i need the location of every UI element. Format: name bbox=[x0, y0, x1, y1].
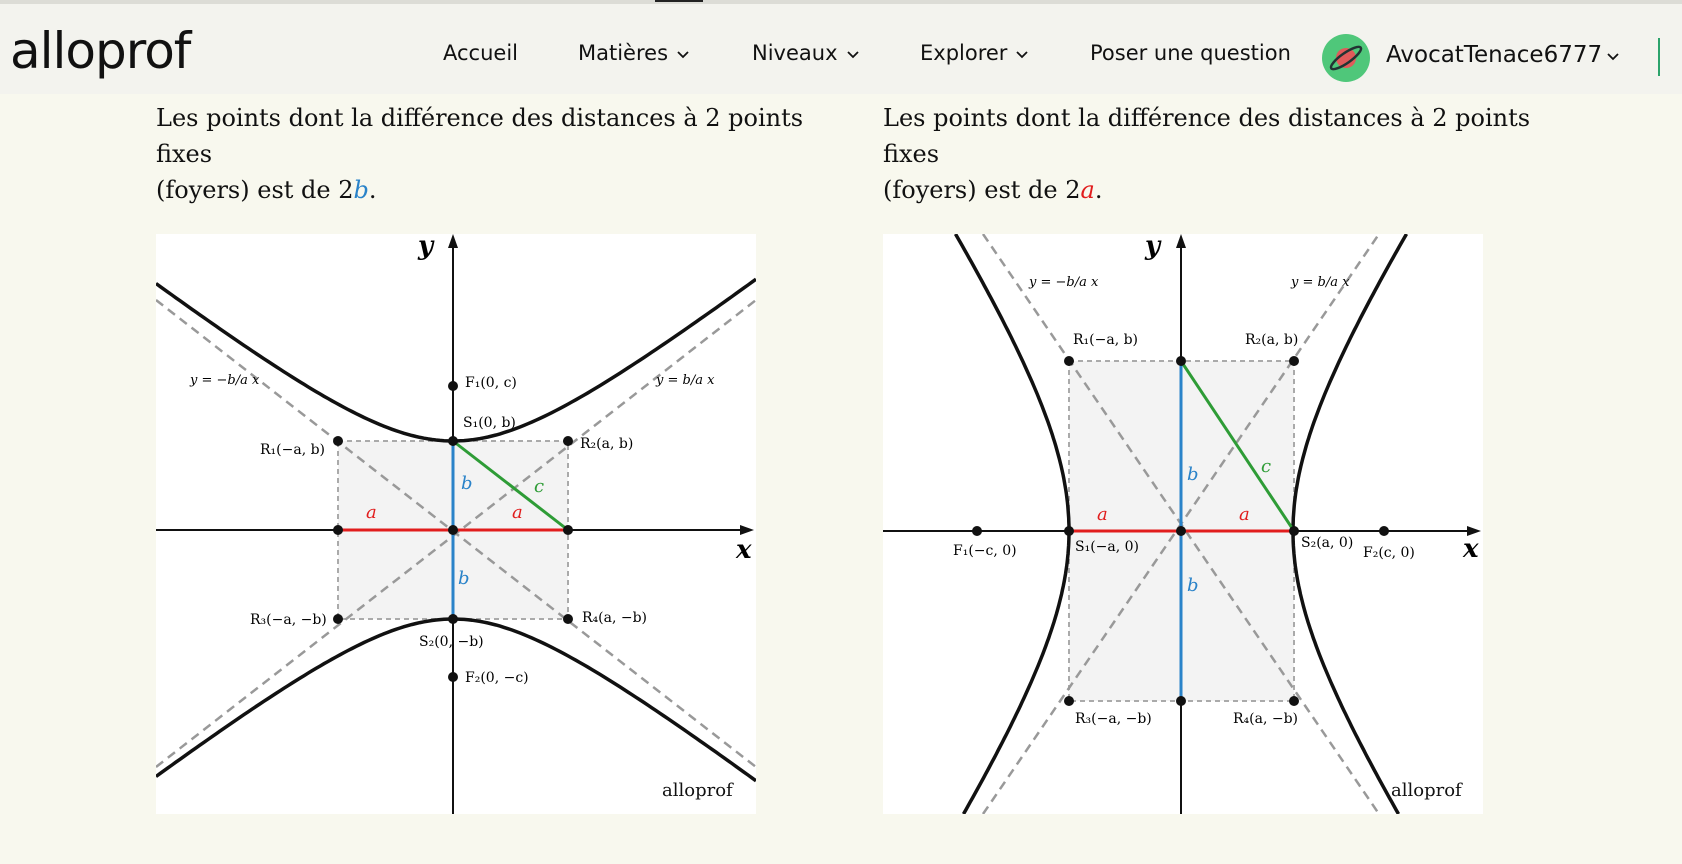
nav-niveaux-label: Niveaux bbox=[752, 41, 838, 65]
hyperbola-right-branch bbox=[1293, 234, 1407, 814]
hyperbola-horizontal-svg bbox=[883, 234, 1483, 814]
label-asym-neg: y = −b/a x bbox=[1029, 275, 1099, 290]
point-F1 bbox=[972, 526, 982, 536]
label-b-lower: b bbox=[1187, 575, 1199, 596]
label-a-right: a bbox=[512, 502, 523, 523]
nav-matieres[interactable] bbox=[578, 41, 690, 65]
label-x: x bbox=[1463, 534, 1479, 564]
point-F2 bbox=[448, 672, 458, 682]
definition-left-line2: (foyers) est de 2 bbox=[156, 176, 354, 204]
point-R3 bbox=[333, 614, 343, 624]
label-F1: F₁(0, c) bbox=[465, 375, 517, 391]
label-R1: R₁(−a, b) bbox=[1073, 332, 1139, 348]
label-R1: R₁(−a, b) bbox=[260, 442, 326, 458]
nav-niveaux[interactable] bbox=[752, 41, 860, 65]
chevron-down-icon bbox=[676, 49, 690, 59]
scroll-indicator bbox=[655, 0, 703, 2]
label-R4: R₄(a, −b) bbox=[1233, 711, 1299, 727]
label-R3: R₃(−a, −b) bbox=[1075, 711, 1152, 727]
point-R4 bbox=[1289, 696, 1299, 706]
chevron-down-icon bbox=[846, 49, 860, 59]
header-divider bbox=[1658, 38, 1660, 76]
nav-poser-question-label: Poser une question bbox=[1090, 41, 1291, 65]
label-R3: R₃(−a, −b) bbox=[250, 612, 327, 628]
point-right bbox=[563, 525, 573, 535]
point-S1 bbox=[1064, 526, 1074, 536]
definition-left-line1: Les points dont la différence des distances à 2 points fixes bbox=[156, 104, 804, 168]
label-x: x bbox=[736, 535, 752, 565]
point-R1 bbox=[1064, 356, 1074, 366]
point-left bbox=[333, 525, 343, 535]
hyperbola-upper-branch bbox=[156, 279, 756, 441]
hyperbola-vertical-figure bbox=[156, 234, 756, 814]
label-c: c bbox=[534, 476, 545, 497]
nav-explorer-label: Explorer bbox=[920, 41, 1008, 65]
point-S1 bbox=[448, 436, 458, 446]
label-F2: F₂(0, −c) bbox=[465, 670, 529, 686]
username: AvocatTenace6777 bbox=[1386, 42, 1603, 68]
label-R4: R₄(a, −b) bbox=[582, 610, 648, 626]
watermark-logo: alloprof bbox=[1391, 780, 1462, 801]
label-S1: S₁(0, b) bbox=[463, 415, 516, 431]
hyperbola-horizontal-figure bbox=[883, 234, 1483, 814]
point-origin bbox=[448, 525, 458, 535]
point-S2 bbox=[448, 614, 458, 624]
point-R2 bbox=[563, 436, 573, 446]
point-bottom bbox=[1176, 696, 1186, 706]
x-axis-arrow bbox=[740, 525, 754, 535]
chevron-down-icon bbox=[1606, 51, 1620, 61]
point-F1 bbox=[448, 381, 458, 391]
avatar[interactable] bbox=[1322, 34, 1370, 82]
point-top bbox=[1176, 356, 1186, 366]
point-R2 bbox=[1289, 356, 1299, 366]
label-asym-pos: y = b/a x bbox=[1291, 275, 1350, 290]
nav-matieres-label: Matières bbox=[578, 41, 669, 65]
nav-explorer[interactable] bbox=[920, 41, 1029, 65]
label-S1: S₁(−a, 0) bbox=[1075, 539, 1140, 555]
definition-right-line2: (foyers) est de 2 bbox=[883, 176, 1081, 204]
label-c: c bbox=[1261, 456, 1272, 477]
definition-left-var: b bbox=[353, 176, 369, 204]
point-F2 bbox=[1379, 526, 1389, 536]
label-asym-neg: y = −b/a x bbox=[190, 373, 260, 388]
y-axis-arrow bbox=[448, 234, 458, 248]
label-y: y bbox=[418, 234, 434, 261]
label-b-upper: b bbox=[1187, 464, 1199, 485]
watermark-logo: alloprof bbox=[662, 780, 733, 801]
label-F1: F₁(−c, 0) bbox=[953, 543, 1017, 559]
label-S2: S₂(0, −b) bbox=[419, 634, 484, 650]
site-header bbox=[0, 4, 1682, 94]
point-origin bbox=[1176, 526, 1186, 536]
label-F2: F₂(c, 0) bbox=[1363, 545, 1415, 561]
definition-right: Les points dont la différence des distances à 2 points fixes (foyers) est de 2a. bbox=[883, 104, 1531, 204]
point-R3 bbox=[1064, 696, 1074, 706]
label-b-lower: b bbox=[458, 568, 470, 589]
nav-poser-question[interactable] bbox=[1090, 41, 1291, 65]
y-axis-arrow bbox=[1176, 234, 1186, 248]
label-a-left: a bbox=[366, 502, 377, 523]
chevron-down-icon bbox=[1015, 49, 1029, 59]
definition-right-line1: Les points dont la différence des distances à 2 points fixes bbox=[883, 104, 1531, 168]
nav-accueil-label: Accueil bbox=[443, 41, 518, 65]
hyperbola-left-branch bbox=[956, 234, 1070, 814]
definition-right-var: a bbox=[1080, 176, 1095, 204]
user-menu[interactable] bbox=[1386, 42, 1620, 68]
label-a-right: a bbox=[1239, 504, 1250, 525]
point-R4 bbox=[563, 614, 573, 624]
label-S2: S₂(a, 0) bbox=[1301, 535, 1354, 551]
alloprof-logo[interactable]: alloprof bbox=[10, 22, 191, 80]
planet-icon bbox=[1322, 34, 1370, 82]
hyperbola-vertical-svg bbox=[156, 234, 756, 814]
label-R2: R₂(a, b) bbox=[1245, 332, 1299, 348]
definition-left: Les points dont la différence des distances à 2 points fixes (foyers) est de 2b. bbox=[156, 104, 804, 204]
label-R2: R₂(a, b) bbox=[580, 436, 634, 452]
label-a-left: a bbox=[1097, 504, 1108, 525]
point-R1 bbox=[333, 436, 343, 446]
label-y: y bbox=[1145, 234, 1161, 261]
label-b-upper: b bbox=[461, 473, 473, 494]
label-asym-pos: y = b/a x bbox=[656, 373, 715, 388]
nav-accueil[interactable] bbox=[443, 41, 518, 65]
point-S2 bbox=[1289, 526, 1299, 536]
